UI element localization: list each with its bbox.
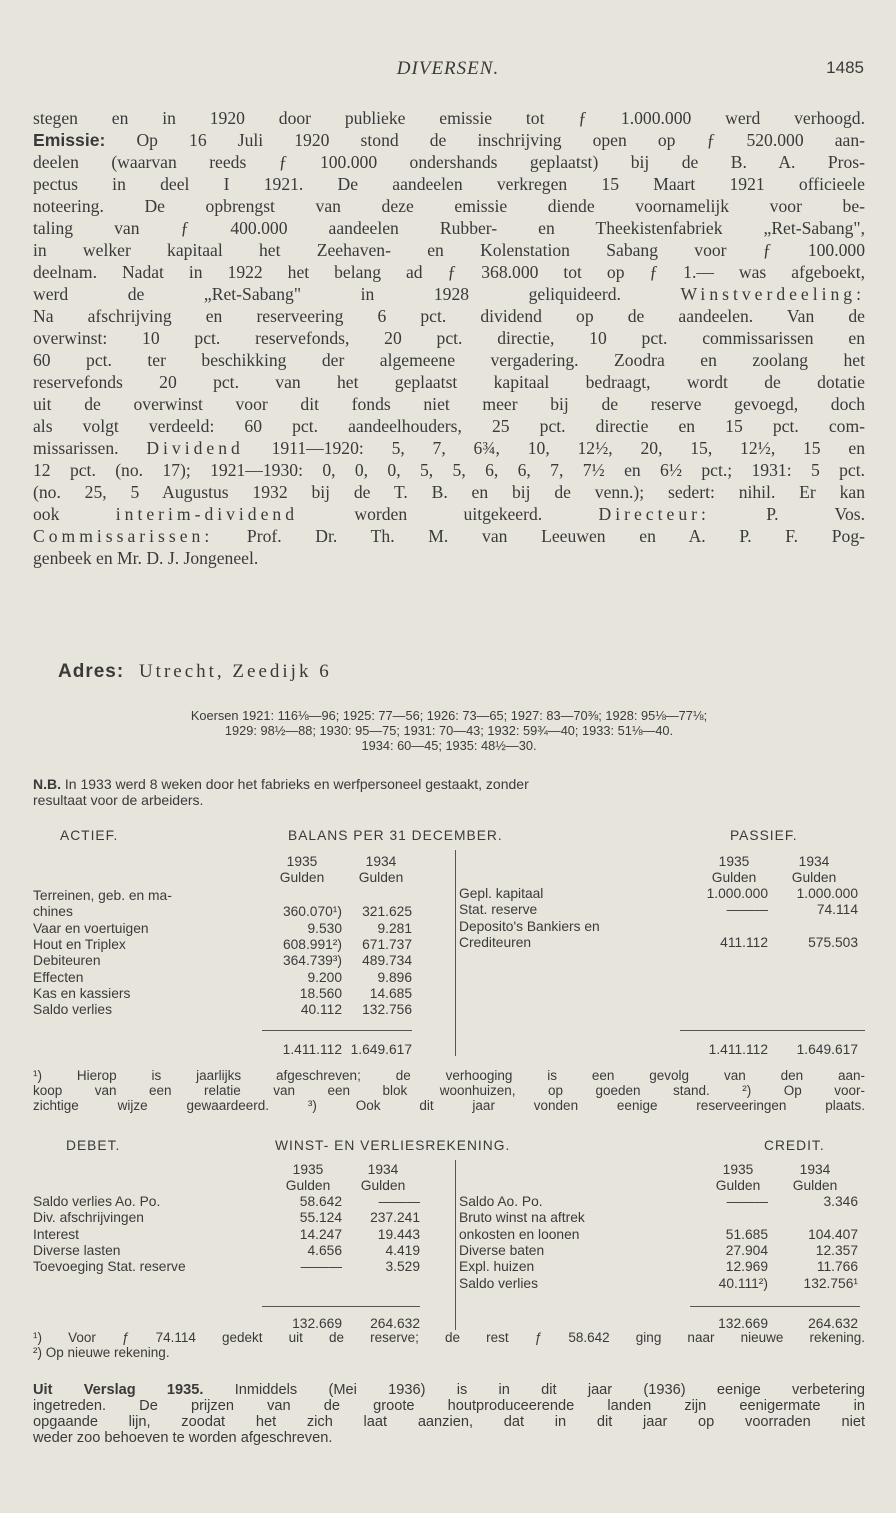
ledger-row-label: Toevoeging Stat. reserve xyxy=(33,1259,186,1275)
report-text: opgaande lijn, zoodat het zich laat aanzien, dat in dit jaar op voorraden niet xyxy=(33,1414,865,1430)
ledger-row-label: Effecten xyxy=(33,969,84,985)
ledger-value: 9.896 xyxy=(377,969,412,985)
ledger-value: 9.530 xyxy=(307,920,342,936)
ledger-row-label: Stat. reserve xyxy=(459,902,538,918)
pl-unit-1934: Gulden xyxy=(360,1178,406,1193)
running-title: DIVERSEN. xyxy=(396,58,500,79)
pl-divider xyxy=(455,1160,456,1330)
ledger-value: 40.112 xyxy=(300,1002,342,1018)
price-line: Koersen 1921: 116⅛—96; 1925: 77—56; 1926: 73—65; 1927: 83—70⅜; 1928: 95⅛—77⅛; xyxy=(190,708,708,723)
body-text-run: Na afschrijving en reserveering 6 pct. dividend op de aandeelen. Van de xyxy=(33,306,865,326)
balance-unit-1935: Gulden xyxy=(279,870,325,885)
ledger-value: ——— xyxy=(726,902,768,918)
ledger-row-label: Diverse baten xyxy=(459,1242,545,1258)
ledger-value: ——— xyxy=(300,1259,342,1275)
ledger-value: 14.685 xyxy=(369,985,412,1001)
ledger-value: 1.000.000 xyxy=(796,886,858,901)
balance-unit-1935-right: Gulden xyxy=(711,870,757,885)
body-line xyxy=(33,393,865,415)
ledger-row-label: Kas en kassiers xyxy=(33,985,131,1001)
ledger-row-label: Saldo verlies Ao. Po. xyxy=(33,1194,161,1209)
ledger-value: 55.124 xyxy=(299,1210,342,1226)
ledger-row-label: Crediteuren xyxy=(459,934,532,950)
ledger-value: 411.112 xyxy=(720,934,768,950)
ledger-value: 575.503 xyxy=(808,934,858,950)
balance-year-1935-right: 1935 xyxy=(718,854,750,869)
ledger-value: 4.419 xyxy=(385,1242,420,1258)
ledger-row-label: chines xyxy=(33,904,73,920)
pl-year-1934: 1934 xyxy=(367,1162,399,1177)
balance-total-1934-right: 1.649.617 xyxy=(796,1042,858,1057)
body-text-run: Prof. Dr. Th. M. van Leeuwen en A. P. F. Pog- xyxy=(213,526,865,546)
ledger-value: 364.739³) xyxy=(282,953,342,969)
spaced-term: Winstverdeeling: xyxy=(680,284,865,304)
balance-total-1935-right: 1.411.112 xyxy=(708,1042,768,1057)
body-text-run: pectus in deel I 1921. De aandeelen verkregen 15 Maart 1921 officieele xyxy=(33,174,865,194)
ledger-value: 237.241 xyxy=(370,1210,420,1226)
ledger-value: 19.443 xyxy=(377,1226,420,1242)
ledger-row-label: Vaar en voertuigen xyxy=(33,920,149,936)
ledger-row-label: Terreinen, geb. en ma- xyxy=(33,888,172,903)
price-line: 1929: 98½—88; 1930: 95—75; 1931: 70—43; 1932: 59¾—40; 1933: 51⅛—40. xyxy=(224,723,674,738)
balance-unit-1934: Gulden xyxy=(358,870,404,885)
footnote-line: ¹) Hierop is jaarlijks afgeschreven; de verhooging is een gevolg van den aan- xyxy=(33,1068,865,1083)
body-text-run: genbeek en Mr. D. J. Jongeneel. xyxy=(33,548,259,568)
body-text-run: reservefonds 20 pct. van het geplaatst kapitaal bedraagt, wordt de dotatie xyxy=(33,372,865,392)
pl-unit-1935-right: Gulden xyxy=(715,1178,761,1193)
body-line xyxy=(33,283,865,305)
ledger-value: 132.756¹ xyxy=(803,1275,858,1291)
ledger-row-label: Debiteuren xyxy=(33,953,101,969)
pl-total-rule-left xyxy=(262,1306,420,1307)
address-label: Adres: xyxy=(58,661,125,682)
pl-total-1934-right: 264.632 xyxy=(808,1316,858,1331)
body-paragraph xyxy=(33,107,865,569)
pl-total-rule-right xyxy=(690,1306,860,1307)
ledger-row-label: Hout en Triplex xyxy=(33,936,126,952)
section-label: Emissie: xyxy=(33,130,106,150)
pl-left-heading: DEBET. xyxy=(66,1138,121,1153)
balance-total-1935: 1.411.112 xyxy=(282,1042,342,1057)
footnote-line: koop van een relatie van een blok woonhuizen, op goeden stand. ²) Op voor- xyxy=(33,1083,865,1098)
body-text-run: P. Vos. xyxy=(709,504,865,524)
pl-right-heading: CREDIT. xyxy=(764,1138,825,1153)
balance-divider xyxy=(455,850,456,1056)
body-text-run: als volgt verdeeld: 60 pct. aandeelhouders, 25 pct. directie en 15 pct. com- xyxy=(33,416,865,436)
body-text-run: deelen (waarvan reeds ƒ 100.000 ondershands geplaatst) bij de B. A. Pros- xyxy=(33,152,865,172)
ledger-row-label: Saldo verlies xyxy=(33,1002,112,1018)
ledger-value: 671.737 xyxy=(362,936,412,952)
footnote-line: ²) Op nieuwe rekening. xyxy=(33,1345,170,1360)
ledger-value: 58.642 xyxy=(299,1194,342,1209)
ledger-value: 104.407 xyxy=(808,1226,858,1242)
body-line xyxy=(33,547,865,569)
body-text-run: werd de „Ret-Sabang" in 1928 geliquideerd. xyxy=(33,284,681,304)
balance-total-1934: 1.649.617 xyxy=(350,1042,412,1057)
balance-year-1935: 1935 xyxy=(286,854,318,869)
pl-year-1935: 1935 xyxy=(292,1162,324,1177)
balance-unit-1934-right: Gulden xyxy=(791,870,837,885)
body-text-run: 12 pct. (no. 17); 1921—1930: 0, 0, 0, 5, 5, 6, 6, 7, 7½ en 6½ pct.; 1931: 5 pct. xyxy=(33,460,865,480)
balance-right-heading: PASSIEF. xyxy=(730,828,798,843)
ledger-value: 3.529 xyxy=(385,1259,420,1275)
balance-year-1934-right: 1934 xyxy=(798,854,830,869)
body-line xyxy=(33,173,865,195)
address-line xyxy=(58,661,332,683)
ledger-value: 51.685 xyxy=(725,1226,768,1242)
body-line xyxy=(33,371,865,393)
pl-footnotes xyxy=(33,1330,865,1360)
ledger-value: 12.357 xyxy=(815,1242,858,1258)
body-line xyxy=(33,239,865,261)
ledger-row-label: Saldo Ao. Po. xyxy=(459,1194,543,1209)
body-text-run: noteering. De opbrengst van deze emissie diende voornamelijk voor be- xyxy=(33,196,865,216)
body-text-run: uit de overwinst voor dit fonds niet meer bij de reserve gevoegd, doch xyxy=(33,394,865,414)
body-text-run: overwinst: 10 pct. reservefonds, 20 pct. directie, 10 pct. commissarissen en xyxy=(33,328,865,348)
body-line xyxy=(33,327,865,349)
nb-text-cont: resultaat voor de arbeiders. xyxy=(33,792,204,808)
balance-total-rule-left xyxy=(262,1030,412,1031)
ledger-row-label: onkosten en loonen xyxy=(459,1226,580,1242)
body-text-run: 60 pct. ter beschikking der algemeene vergadering. Zoodra en zoolang het xyxy=(33,350,865,370)
annual-report-excerpt xyxy=(33,1382,865,1446)
body-text-run: missarissen. xyxy=(33,438,147,458)
footnote-line: zichtige wijze gewaardeerd. ³) Ook dit jaar vonden eenige reserveeringen plaats. xyxy=(33,1098,865,1113)
body-line xyxy=(33,107,865,129)
pl-year-1935-right: 1935 xyxy=(722,1162,754,1177)
body-text-run: deelnam. Nadat in 1922 het belang ad ƒ 368.000 tot op ƒ 1.— was afgeboekt, xyxy=(33,262,865,282)
ledger-value: 3.346 xyxy=(823,1194,858,1209)
address-value: Utrecht, Zeedijk 6 xyxy=(138,661,332,682)
body-line xyxy=(33,151,865,173)
body-line xyxy=(33,305,865,327)
ledger-value: 11.766 xyxy=(816,1259,858,1275)
pl-total-1935: 132.669 xyxy=(292,1316,342,1331)
report-text: ingetreden. De prijzen van de groote houtproduceerende landen zijn eenigermate in xyxy=(33,1398,865,1414)
body-line xyxy=(33,349,865,371)
spaced-term: Directeur: xyxy=(598,504,710,524)
body-text-run: (no. 25, 5 Augustus 1932 bij de T. B. en bij de venn.); sedert: nihil. Er kan xyxy=(33,482,865,502)
ledger-value: 608.991²) xyxy=(282,936,342,952)
report-text: Inmiddels (Mei 1936) is in dit jaar (1936) eenige verbetering xyxy=(203,1382,865,1398)
pl-title: WINST- EN VERLIESREKENING. xyxy=(275,1138,511,1153)
ledger-value: 9.281 xyxy=(377,920,412,936)
body-text-run: taling van ƒ 400.000 aandeelen Rubber- en Theekistenfabriek „Ret-Sabang", xyxy=(33,218,865,238)
balance-title: BALANS PER 31 DECEMBER. xyxy=(288,828,503,843)
ledger-value: ——— xyxy=(378,1194,420,1209)
ledger-value: ——— xyxy=(726,1194,768,1209)
ledger-value: 27.904 xyxy=(725,1242,768,1258)
pl-total-1935-right: 132.669 xyxy=(718,1316,768,1331)
ledger-value: 360.070¹) xyxy=(282,904,342,920)
ledger-row-label: Div. afschrijvingen xyxy=(33,1210,144,1226)
report-label: Uit Verslag 1935. xyxy=(33,1382,204,1398)
ledger-value: 489.734 xyxy=(362,953,412,969)
pl-unit-1935: Gulden xyxy=(285,1178,331,1193)
page-number: 1485 xyxy=(826,58,864,77)
report-text: weder zoo behoeven te worden afgeschreven. xyxy=(33,1430,333,1446)
body-text-run: Op 16 Juli 1920 stond de inschrijving open op ƒ 520.000 aan- xyxy=(105,130,865,150)
pl-total-1934: 264.632 xyxy=(370,1316,420,1331)
balance-total-rule-right xyxy=(680,1030,865,1031)
body-text-run: stegen en in 1920 door publieke emissie tot ƒ 1.000.000 werd verhoogd. xyxy=(33,108,865,128)
ledger-value: 12.969 xyxy=(725,1259,768,1275)
ledger-row-label: Bruto winst na aftrek xyxy=(459,1210,585,1226)
body-line xyxy=(33,195,865,217)
ledger-row-label: Interest xyxy=(33,1226,80,1242)
pl-unit-1934-right: Gulden xyxy=(792,1178,838,1193)
body-line xyxy=(33,503,865,525)
price-history xyxy=(33,708,865,753)
body-text-run: in welker kapitaal het Zeehaven- en Kolenstation Sabang voor ƒ 100.000 xyxy=(33,240,865,260)
body-line xyxy=(33,261,865,283)
nb-label: N.B. xyxy=(33,776,61,792)
ledger-row-label: Saldo verlies xyxy=(459,1275,538,1291)
body-line xyxy=(33,217,865,239)
spaced-term: Commissarissen: xyxy=(33,526,214,546)
balance-year-1934: 1934 xyxy=(365,854,397,869)
footnote-line: ¹) Voor ƒ 74.114 gedekt uit de reserve; de rest ƒ 58.642 ging naar nieuwe rekening. xyxy=(33,1330,865,1345)
balance-left-heading: ACTIEF. xyxy=(60,828,119,843)
nb-text: In 1933 werd 8 weken door het fabrieks en werfpersoneel gestaakt, zonder xyxy=(64,776,529,792)
spaced-term: interim-dividend xyxy=(115,504,299,524)
ledger-row-label: Gepl. kapitaal xyxy=(459,886,544,901)
balance-footnotes xyxy=(33,1068,865,1113)
pl-year-1934-right: 1934 xyxy=(799,1162,831,1177)
ledger-row-label: Deposito's Bankiers en xyxy=(459,918,600,934)
body-line xyxy=(33,437,865,459)
ledger-row-label: Diverse lasten xyxy=(33,1242,121,1258)
ledger-row-label: Expl. huizen xyxy=(459,1259,535,1275)
ledger-value: 74.114 xyxy=(816,902,858,918)
body-text-run: worden uitgekeerd. xyxy=(298,504,599,524)
ledger-value: 132.756 xyxy=(362,1002,412,1018)
body-line xyxy=(33,459,865,481)
running-header xyxy=(0,58,896,88)
body-line xyxy=(33,481,865,503)
spaced-term: Dividend xyxy=(146,438,244,458)
ledger-value: 14.247 xyxy=(299,1226,342,1242)
body-line xyxy=(33,525,865,547)
body-text-run: 1911—1920: 5, 7, 6¾, 10, 12½, 20, 15, 12½, 15 en xyxy=(243,438,865,458)
ledger-value: 9.200 xyxy=(307,969,342,985)
body-line xyxy=(33,129,865,151)
body-text-run: ook xyxy=(33,504,116,524)
ledger-value: 4.656 xyxy=(307,1242,342,1258)
price-line: 1934: 60—45; 1935: 48½—30. xyxy=(361,738,537,753)
ledger-value: 40.111²) xyxy=(718,1275,768,1291)
nb-note xyxy=(33,776,865,808)
ledger-value: 321.625 xyxy=(362,904,412,920)
body-line xyxy=(33,415,865,437)
ledger-value: 18.560 xyxy=(299,985,342,1001)
ledger-value: 1.000.000 xyxy=(706,886,768,901)
